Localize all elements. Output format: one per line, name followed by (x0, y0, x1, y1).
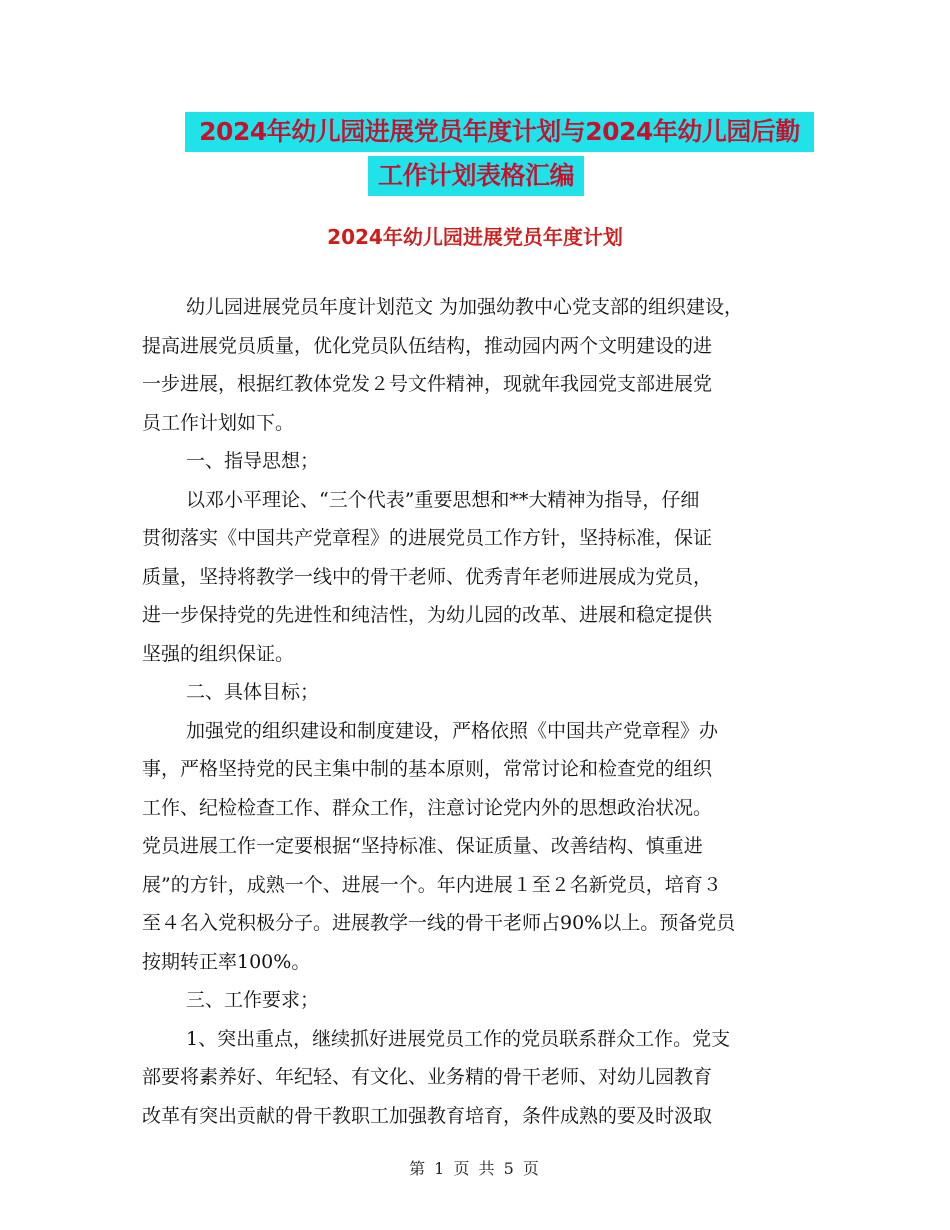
title-line-2: 工作计划表格汇编 (368, 156, 584, 196)
paragraph-line: 幼儿园进展党员年度计划范文 为加强幼教中心党支部的组织建设， (186, 296, 744, 318)
paragraph-line: 加强党的组织建设和制度建设，严格依照《中国共产党章程》办 (186, 719, 719, 742)
paragraph-line: 改革有突出贡献的骨干教职工加强教育培育，条件成熟的要及时汲取 (142, 1104, 713, 1127)
title-line-1: 2024年幼儿园进展党员年度计划与2024年幼儿园后勤 (185, 112, 814, 152)
section-heading: 2024年幼儿园进展党员年度计划 (327, 225, 623, 249)
paragraph-line: 至４名入党积极分子。进展教学一线的骨干老师占90%以上。预备党员 (142, 912, 736, 934)
section-label: 二、具体目标； (186, 681, 320, 703)
paragraph-line: 进一步保持党的先进性和纯洁性，为幼儿园的改革、进展和稳定提供 (142, 604, 713, 626)
paragraph-line: 党员进展工作一定要根据“坚持标准、保证质量、改善结构、慎重进 (142, 835, 703, 857)
paragraph-line: 1、突出重点，继续抓好进展党员工作的党员联系群众工作。党支 (186, 1027, 731, 1050)
paragraph-line: 坚强的组织保证。 (142, 642, 295, 665)
paragraph-line: 按期转正率100%。 (142, 950, 311, 973)
paragraph-line: 展”的方针，成熟一个、进展一个。年内进展１至２名新党员，培育３ (142, 873, 722, 896)
paragraph-line: 事，严格坚持党的民主集中制的基本原则，常常讨论和检查党的组织 (142, 758, 713, 780)
paragraph-line: 员工作计划如下。 (142, 411, 295, 434)
paragraph-line: 以邓小平理论、“三个代表”重要思想和**大精神为指导，仔细 (186, 488, 700, 511)
document-body (142, 288, 822, 1135)
paragraph-line: 工作、纪检检查工作、群众工作，注意讨论党内外的思想政治状况。 (142, 796, 713, 819)
section-label: 一、指导思想； (186, 450, 320, 472)
paragraph-line: 一步进展，根据红教体党发２号文件精神，现就年我园党支部进展党 (142, 373, 713, 395)
paragraph-line: 部要将素养好、年纪轻、有文化、业务精的骨干老师、对幼儿园教育 (142, 1066, 713, 1088)
paragraph-line: 提高进展党员质量，优化党员队伍结构，推动园内两个文明建设的进 (142, 334, 713, 357)
section-label: 三、工作要求； (186, 989, 320, 1011)
paragraph-line: 贯彻落实《中国共产党章程》的进展党员工作方针，坚持标准，保证 (142, 527, 713, 549)
paragraph-line: 质量，坚持将教学一线中的骨干老师、优秀青年老师进展成为党员， (142, 565, 713, 588)
page-footer: 第 1 页 共 5 页 (409, 1159, 541, 1178)
